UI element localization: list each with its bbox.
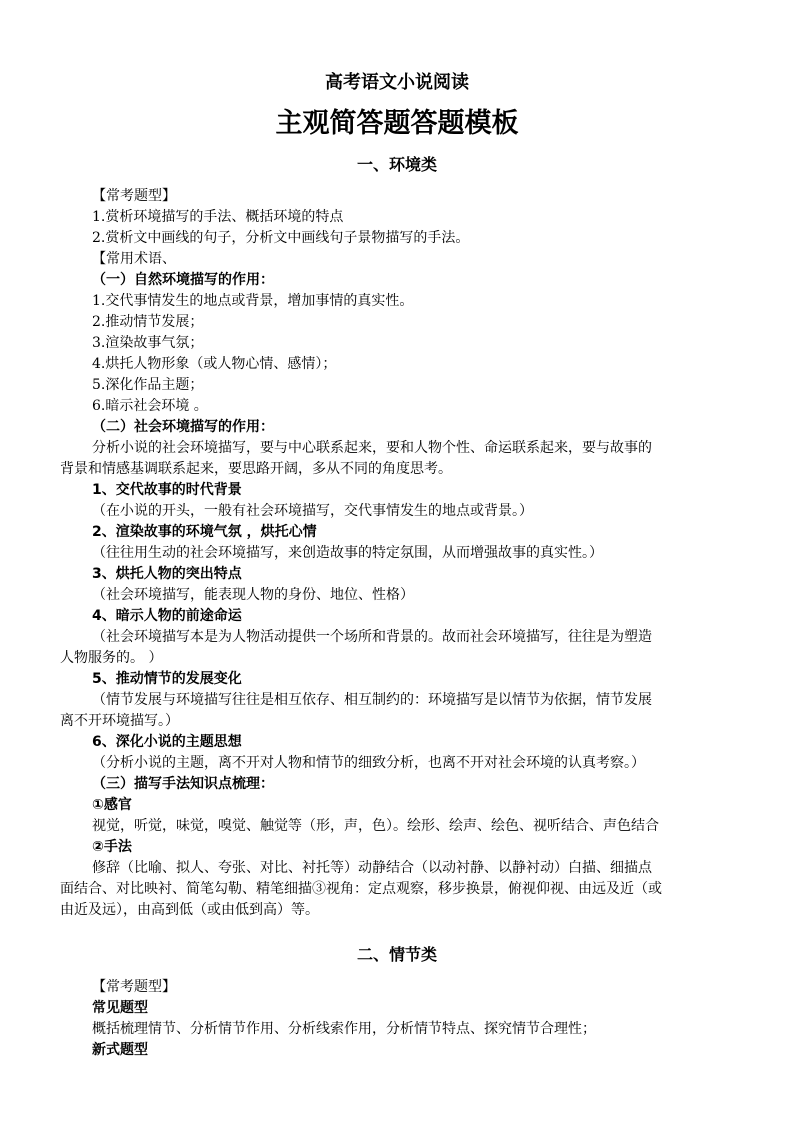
point-4-text-line-1: （社会环境描写本是为人物活动提供一个场所和背景的。故而社会环境描写，往往是为塑造 xyxy=(92,629,652,645)
point-1-title: 1、交代故事的时代背景 xyxy=(92,482,242,498)
common-types-label: 【常考题型】 xyxy=(92,188,176,204)
point-5-text-line-2: 离不开环境描写。） xyxy=(60,713,179,729)
point-4-title: 4、暗示人物的前途命运 xyxy=(92,608,242,624)
point-6-text: （分析小说的主题，离不开对人物和情节的细致分析，也离不开对社会环境的认真考察。） xyxy=(92,755,645,771)
natural-item: 4.烘托人物形象（或人物心情、感情）； xyxy=(92,356,337,372)
point-3-text: （社会环境描写，能表现人物的身份、地位、性格） xyxy=(92,587,414,603)
point-6-title: 6、深化小说的主题思想 xyxy=(92,734,242,750)
senses-text: 视觉，听觉，味觉，嗅觉、触觉等（形，声，色）。绘形、绘声、绘色、视听结合、声色结合 xyxy=(92,818,659,834)
natural-item: 6.暗示社会环境 。 xyxy=(92,398,208,414)
new-types-title: 新式题型 xyxy=(92,1042,148,1058)
natural-item: 1.交代事情发生的地点或背景，增加事情的真实性。 xyxy=(92,293,414,309)
regular-types-text: 概括梳理情节、分析情节作用、分析线索作用，分析情节特点、探究情节合理性； xyxy=(92,1021,596,1037)
natural-item: 5.深化作品主题； xyxy=(92,377,204,393)
common-types-label-2: 【常考题型】 xyxy=(92,979,176,995)
document-title: 高考语文小说阅读 xyxy=(325,72,469,93)
natural-item: 3.渲染故事气氛； xyxy=(92,335,204,351)
question-type-2: 2.赏析文中画线的句子，分析文中画线句子景物描写的手法。 xyxy=(92,230,470,246)
point-5-text-line-1: （情节发展与环境描写往往是相互依存、相互制约的：环境描写是以情节为依据，情节发展 xyxy=(92,692,652,708)
natural-item: 2.推动情节发展； xyxy=(92,314,204,330)
methods-text-line-1: 修辞（比喻、拟人、夸张、对比、衬托等）动静结合（以动衬静、以静衬动）白描、细描点 xyxy=(92,860,652,876)
section-heading-plot: 二、情节类 xyxy=(356,945,437,964)
regular-types-title: 常见题型 xyxy=(92,1000,148,1016)
point-2-text: （往往用生动的社会环境描写，来创造故事的特定氛围，从而增强故事的真实性。） xyxy=(92,545,603,561)
social-env-heading: （二）社会环境描写的作用： xyxy=(92,419,274,435)
section-heading-environment: 一、环境类 xyxy=(356,155,437,174)
question-type-1: 1.赏析环境描写的手法、概括环境的特点 xyxy=(92,209,344,225)
natural-env-heading: （一）自然环境描写的作用： xyxy=(92,272,274,288)
techniques-heading: （三）描写手法知识点梳理： xyxy=(92,776,274,792)
point-2-title: 2、渲染故事的环境气氛 ，烘托心情 xyxy=(92,524,317,540)
point-4-text-line-2: 人物服务的。 ） xyxy=(60,650,163,666)
terms-label: 【常用术语、 xyxy=(92,251,176,267)
senses-title: ①感官 xyxy=(92,797,132,813)
point-1-text: （在小说的开头，一般有社会环境描写，交代事情发生的地点或背景。） xyxy=(92,503,533,519)
document-subtitle: 主观简答题答题模板 xyxy=(275,108,519,139)
methods-text-line-2: 面结合、对比映衬、简笔勾勒、精笔细描③视角：定点观察，移步换景，俯视仰视、由远及近（或 xyxy=(60,881,662,897)
methods-text-line-3: 由近及远），由高到低（或由低到高）等。 xyxy=(60,902,319,918)
social-intro-line-1: 分析小说的社会环境描写，要与中心联系起来，要和人物个性、命运联系起来，要与故事的 xyxy=(92,440,652,456)
social-intro-line-2: 背景和情感基调联系起来，要思路开阔，多从不同的角度思考。 xyxy=(60,461,452,477)
methods-title: ②手法 xyxy=(92,839,132,855)
point-5-title: 5、推动情节的发展变化 xyxy=(92,671,242,687)
point-3-title: 3、烘托人物的突出特点 xyxy=(92,566,242,582)
